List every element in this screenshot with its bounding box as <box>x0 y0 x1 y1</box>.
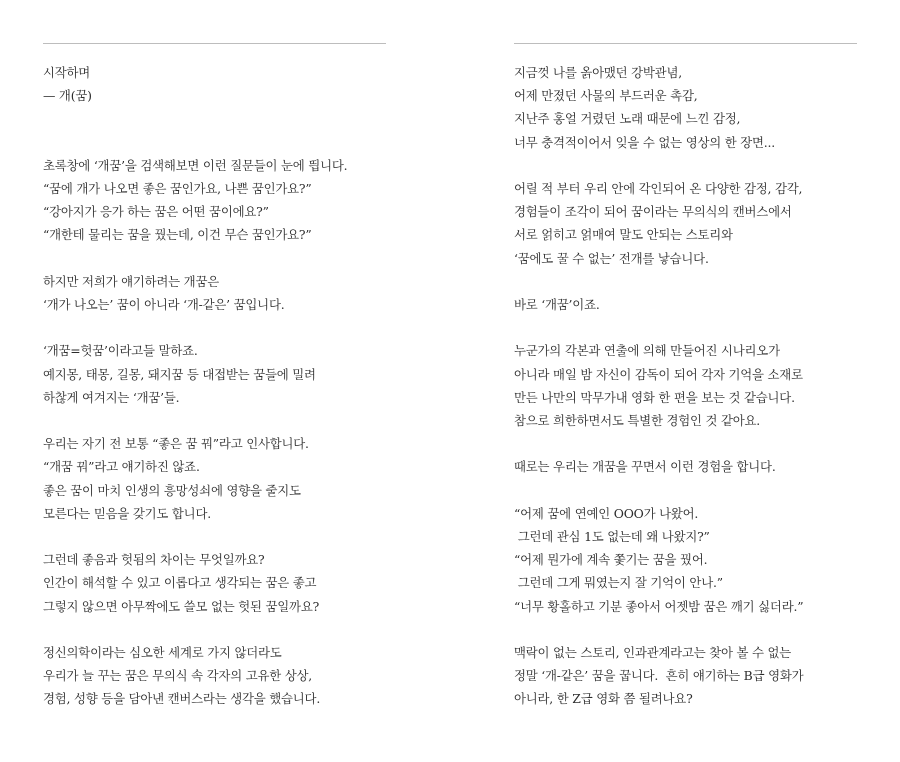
text-line: “개한테 물리는 꿈을 꿨는데, 이건 무슨 꿈인가요?” <box>43 227 312 243</box>
text-line: 지금껏 나를 옭아맸던 강박관념, <box>514 65 682 80</box>
text-line: “강아지가 응가 하는 꿈은 어떤 꿈이에요?” <box>43 204 269 220</box>
text-line: 인간이 해석할 수 있고 이롭다고 생각되는 꿈은 좋고 <box>43 575 317 591</box>
text-line: “어제 뭔가에 계속 쫓기는 꿈을 꿨어. <box>514 552 708 568</box>
text-line: 하찮게 여겨지는 ‘개꿈’들. <box>43 389 180 405</box>
text-line: 정신의학이라는 심오한 세계로 가지 않더라도 <box>43 644 282 660</box>
text-line: 모른다는 믿음을 갖기도 합니다. <box>43 505 211 521</box>
paragraph <box>514 339 859 432</box>
left-page <box>43 0 388 762</box>
chapter-subtitle: — 개(꿈) <box>43 88 92 104</box>
text-line: 하지만 저희가 얘기하려는 개꿈은 <box>43 273 219 289</box>
text-line: 그런데 좋음과 헛됨의 차이는 무엇일까요? <box>43 552 265 568</box>
text-line: 맥락이 없는 스토리, 인과관계라고는 찾아 볼 수 없는 <box>514 644 792 660</box>
text-line: 어릴 적 부터 우리 안에 각인되어 온 다양한 감정, 감각, <box>514 181 803 196</box>
left-page-text <box>43 61 388 711</box>
text-line: 참으로 희한하면서도 특별한 경험인 것 같아요. <box>514 413 761 428</box>
text-line: 너무 충격적이어서 잊을 수 없는 영상의 한 장면... <box>514 134 776 150</box>
text-line: 바로 ‘개꿈’이죠. <box>514 297 600 312</box>
text-line: 그런데 그게 뭐였는지 잘 기억이 안나.” <box>514 575 723 591</box>
paragraph <box>514 502 859 618</box>
paragraph <box>43 432 388 525</box>
paragraph <box>514 61 859 154</box>
chapter-title: 시작하며 <box>43 65 91 80</box>
text-line: 누군가의 각본과 연출에 의해 만들어진 시나리오가 <box>514 343 780 359</box>
text-line: 정말 ‘개-같은’ 꿈을 꿉니다. 흔히 얘기하는 B급 영화가 <box>514 668 804 684</box>
right-page-text <box>514 61 859 711</box>
text-line: 그렇지 않으면 아무짝에도 쓸모 없는 헛된 꿈일까요? <box>43 598 320 614</box>
text-line: “어제 꿈에 연예인 OOO가 나왔어. <box>514 505 699 521</box>
text-line: 아니라, 한 Z급 영화 쯤 될려나요? <box>514 691 693 707</box>
top-divider <box>43 43 386 44</box>
right-page <box>514 0 859 762</box>
text-line: 좋은 꿈이 마치 인생의 흥망성쇠에 영향을 줄지도 <box>43 482 301 498</box>
paragraph <box>43 154 388 247</box>
paragraph <box>43 641 388 711</box>
text-line: 때로는 우리는 개꿈을 꾸면서 이런 경험을 합니다. <box>514 459 776 475</box>
text-line: 경험, 성향 등을 담아낸 캔버스라는 생각을 했습니다. <box>43 691 321 707</box>
text-line: ‘개꿈=헛꿈’이라고들 말하죠. <box>43 343 198 359</box>
text-line: 어제 만졌던 사물의 부드러운 촉감, <box>514 88 698 104</box>
text-line: “너무 황홀하고 기분 좋아서 어젯밤 꿈은 깨기 싫더라.” <box>514 598 804 614</box>
paragraph <box>514 293 859 316</box>
text-line: “꿈에 개가 나오면 좋은 꿈인가요, 나쁜 꿈인가요?” <box>43 181 312 196</box>
paragraph <box>43 270 388 316</box>
paragraph <box>43 548 388 618</box>
paragraph <box>514 641 859 711</box>
paragraph <box>514 177 859 270</box>
paragraph <box>43 339 388 409</box>
text-line: 지난주 홍얼 거렸던 노래 때문에 느낀 감정, <box>514 111 741 127</box>
paragraph <box>514 455 859 478</box>
text-line: 예지몽, 태몽, 길몽, 돼지꿈 등 대접받는 꿈들에 밀려 <box>43 366 316 382</box>
text-line: 초록창에 ‘개꿈’을 검색해보면 이런 질문들이 눈에 띕니다. <box>43 157 348 173</box>
text-line: ‘꿈에도 꿀 수 없는’ 전개를 낳습니다. <box>514 250 709 266</box>
text-line: 만든 나만의 막무가내 영화 한 편을 보는 것 같습니다. <box>514 389 795 405</box>
text-line: 경험들이 조각이 되어 꿈이라는 무의식의 캔버스에서 <box>514 204 792 220</box>
text-line: 아니라 매일 밤 자신이 감독이 되어 각자 기억을 소재로 <box>514 366 803 382</box>
text-line: 그런데 관심 1도 없는데 왜 나왔지?” <box>514 528 710 544</box>
text-line: 우리는 자기 전 보통 “좋은 꿈 꿔”라고 인사합니다. <box>43 436 309 452</box>
text-line: 서로 얽히고 얽매여 말도 안되는 스토리와 <box>514 227 733 243</box>
text-line: “개꿈 꿔”라고 얘기하진 않죠. <box>43 459 200 475</box>
text-line: ‘개가 나오는’ 꿈이 아니라 ‘개-같은’ 꿈입니다. <box>43 297 285 312</box>
top-divider <box>514 43 857 44</box>
text-line: 우리가 늘 꾸는 꿈은 무의식 속 각자의 고유한 상상, <box>43 668 313 684</box>
